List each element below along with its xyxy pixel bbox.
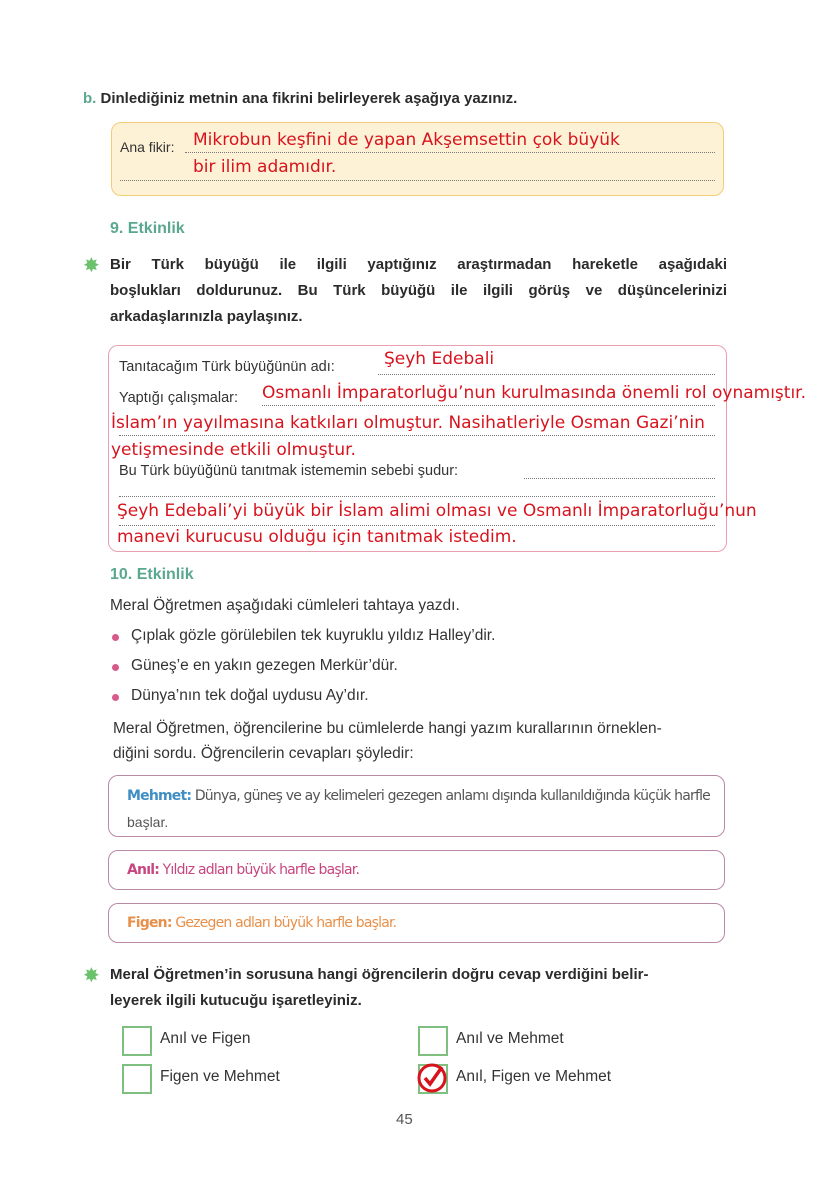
reason-answer-2[interactable]: manevi kurucusu olduğu için tanıtmak istedim. bbox=[117, 527, 517, 547]
reason-answer-1[interactable]: Şeyh Edebali’yi büyük bir İslam alimi olması ve Osmanlı İmparatorluğu’nun bbox=[117, 501, 757, 521]
answer-mehmet-cont: başlar. bbox=[127, 814, 169, 830]
works-label: Yaptığı çalışmalar: bbox=[119, 390, 239, 406]
name-answer[interactable]: Şeyh Edebali bbox=[384, 349, 495, 369]
star-icon: ✸ bbox=[83, 965, 100, 987]
works-answer-3[interactable]: yetişmesinde etkili olmuştur. bbox=[111, 440, 356, 460]
answer-anil: Anıl: Yıldız adları büyük harfle başlar. bbox=[127, 862, 360, 878]
name-label: Tanıtacağım Türk büyüğünün adı: bbox=[119, 359, 335, 375]
task-text: Meral Öğretmen’in sorusuna hangi öğrencilerin doğru cevap verdiğini belir- leyerek ilgili kutucuğu işaretleyiniz. bbox=[110, 966, 649, 1009]
page-number: 45 bbox=[396, 1111, 413, 1128]
works-answer-2[interactable]: İslam’ın yayılmasına katkıları olmuştur. Nasihatleriyle Osman Gazi’nin bbox=[111, 413, 705, 433]
answer-mehmet-box bbox=[108, 775, 725, 837]
sentence-3: Dünya’nın tek doğal uydusu Ay’dır. bbox=[131, 687, 369, 704]
option-label: Anıl, Figen ve Mehmet bbox=[456, 1068, 612, 1085]
section-b-instruction: b. Dinlediğiniz metnin ana fikrini belirleyerek aşağıya yazınız. bbox=[83, 90, 518, 107]
question-text: Meral Öğretmen, öğrencilerine bu cümlelerde hangi yazım kurallarının örneklen- diğini sordu. Öğrencilerin cevapları şöyledir: bbox=[113, 720, 662, 762]
reason-label: Bu Türk büyüğünü tanıtmak istememin sebebi şudur: bbox=[119, 463, 459, 479]
checkbox-anil-figen[interactable] bbox=[122, 1026, 152, 1056]
sentence-2: Güneş’e en yakın gezegen Merkür’dür. bbox=[131, 657, 398, 674]
main-idea-label: Ana fikir: bbox=[120, 139, 175, 155]
answer-mehmet: Mehmet: Dünya, güneş ve ay kelimeleri gezegen anlamı dışında kullanıldığında küçük harfle bbox=[127, 788, 710, 804]
answer-figen: Figen: Gezegen adları büyük harfle başlar. bbox=[127, 915, 397, 931]
sentence-1: Çıplak gözle görülebilen tek kuyruklu yıldız Halley’dir. bbox=[131, 627, 496, 644]
main-idea-answer-1[interactable]: Mikrobun keşfini de yapan Akşemsettin çok büyük bbox=[193, 130, 620, 150]
option-label: Figen ve Mehmet bbox=[160, 1068, 280, 1085]
checkbox-figen-mehmet[interactable] bbox=[122, 1064, 152, 1094]
checkbox-anil-figen-mehmet[interactable] bbox=[418, 1064, 448, 1094]
works-answer-1[interactable]: Osmanlı İmparatorluğu’nun kurulmasında önemli rol oynamıştır. bbox=[262, 383, 807, 403]
checkbox-anil-mehmet[interactable] bbox=[418, 1026, 448, 1056]
option-label: Anıl ve Figen bbox=[160, 1030, 251, 1047]
activity-9-title: 9. Etkinlik bbox=[110, 220, 185, 237]
activity-10-title: 10. Etkinlik bbox=[110, 566, 194, 583]
check-mark-icon bbox=[416, 1062, 448, 1094]
activity-9-instruction: Bir Türk büyüğü ile ilgili yaptığınız araştırmadan hareketle aşağıdaki boşlukları doldurunuz. Bu Türk büyüğü ile ilgili görüş ve düşüncelerinizi arkadaşlarınızla paylaşınız. bbox=[110, 256, 727, 325]
main-idea-answer-2[interactable]: bir ilim adamıdır. bbox=[193, 157, 337, 177]
option-label: Anıl ve Mehmet bbox=[456, 1030, 564, 1047]
activity-10-intro: Meral Öğretmen aşağıdaki cümleleri tahtaya yazdı. bbox=[110, 597, 460, 614]
star-icon: ✸ bbox=[83, 255, 100, 277]
